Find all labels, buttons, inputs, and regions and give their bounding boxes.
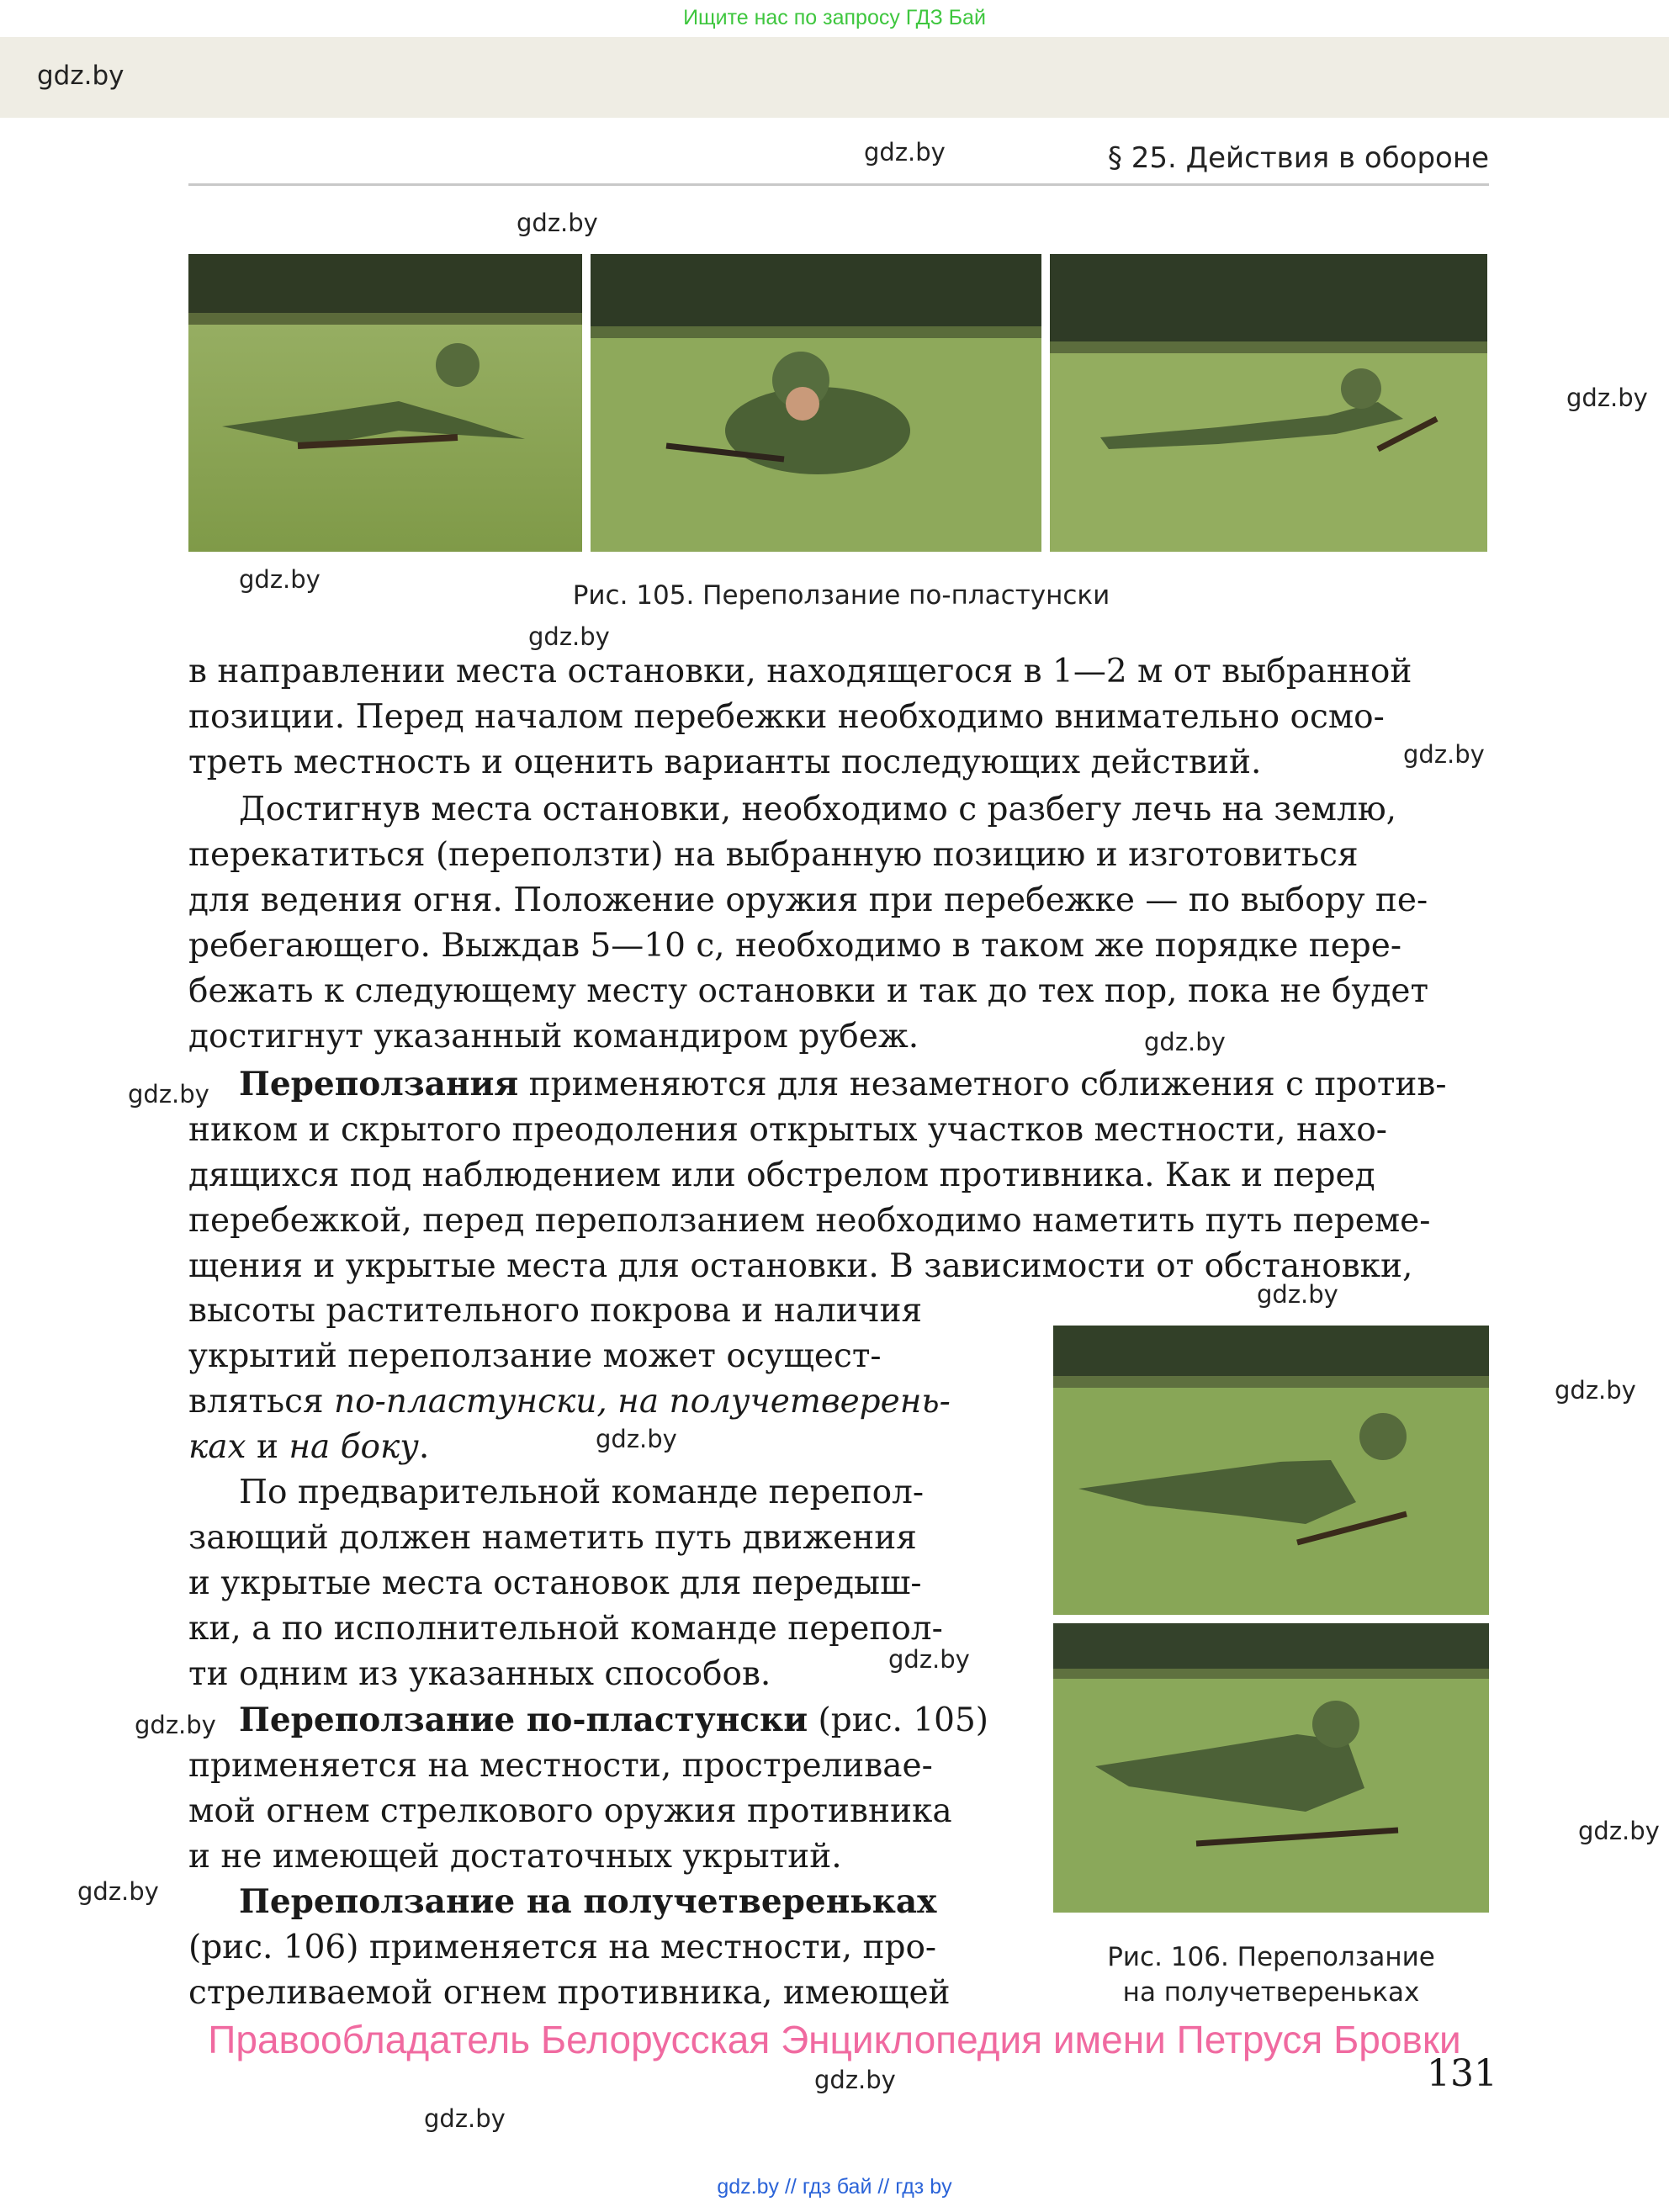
text-line: ти одним из указанных способов. — [188, 1655, 771, 1693]
fig106-caption — [1053, 1939, 1489, 2010]
fig106-photo-1 — [1053, 1326, 1489, 1615]
paragraph-3-continued — [188, 1289, 1004, 1470]
watermark: gdz.by — [1555, 1376, 1636, 1405]
term-poluchetverenkakh: Переползание на получетвереньках — [239, 1882, 937, 1921]
text-line — [188, 1697, 1004, 1744]
text-line: в направлении места остановки, находящегося в 1—2 м от выбранной — [188, 653, 1412, 691]
text-line: перекатиться (переползти) на выбранную позицию и изготовиться — [188, 836, 1359, 874]
watermark: gdz.by — [1144, 1028, 1226, 1056]
header-rule — [188, 183, 1489, 186]
text-line: перебежкой, перед переползанием необходимо наметить путь переме- — [188, 1202, 1431, 1240]
text-line: и укрытые места остановок для передыш- — [188, 1564, 922, 1602]
page-number: 131 — [1427, 2052, 1497, 2095]
text-fragment: . — [418, 1428, 430, 1466]
text-line: щения и укрытые места для остановки. В зависимости от обстановки, — [188, 1247, 1413, 1285]
watermark: gdz.by — [814, 2066, 896, 2094]
site-header-band — [0, 37, 1669, 118]
text-line: треть местность и оценить варианты последующих действий. — [188, 744, 1262, 781]
text-line: дящихся под наблюдением или обстрелом противника. Как и перед — [188, 1156, 1375, 1194]
watermark: gdz.by — [135, 1711, 216, 1739]
text-line: укрытий переползание может осущест- — [188, 1337, 882, 1375]
watermark: gdz.by — [888, 1645, 970, 1674]
fig106-photo-2 — [1053, 1623, 1489, 1913]
text-line: (рис. 106) применяется на местности, про- — [188, 1929, 937, 1966]
text-line — [188, 1425, 1004, 1470]
fig105-photo-3 — [1050, 254, 1487, 552]
watermark: gdz.by — [1257, 1280, 1338, 1309]
text-line: применяется на местности, простреливае- — [188, 1747, 933, 1785]
text-line: ребегающего. Выждав 5—10 с, необходимо в таком же порядке пере- — [188, 927, 1402, 965]
fig105-photo-1 — [188, 254, 582, 552]
paragraph-6 — [188, 1879, 1004, 2016]
text-line: и не имеющей достаточных укрытий. — [188, 1838, 842, 1876]
paragraph-5 — [188, 1697, 1004, 1880]
paragraph-4 — [188, 1470, 1004, 1697]
text-line: По предварительной команде перепол- — [239, 1474, 925, 1511]
text-line: позиции. Перед началом перебежки необходимо внимательно осмо- — [188, 698, 1385, 736]
fig106-caption-line: на получетвереньках — [1122, 1977, 1420, 2008]
text-fragment: (рис. 105) — [808, 1701, 988, 1739]
watermark: gdz.by — [1403, 740, 1485, 769]
text-line: Достигнув места остановки, необходимо с разбегу лечь на землю, — [239, 791, 1397, 828]
watermark: gdz.by — [77, 1877, 159, 1906]
text-line: ником и скрытого преодоления открытых участков местности, нахо- — [188, 1111, 1387, 1149]
watermark: gdz.by — [424, 2104, 506, 2133]
paragraph-1 — [188, 649, 1489, 786]
text-line: достигнут указанный командиром рубеж. — [188, 1018, 919, 1056]
paragraph-2 — [188, 787, 1489, 1060]
italic-term: по-пластунски, на получетверень- — [334, 1383, 951, 1421]
text-line: зающий должен наметить путь движения — [188, 1519, 917, 1557]
text-line — [188, 1061, 1489, 1108]
text-line — [188, 1379, 1004, 1425]
text-fragment: вляться — [188, 1383, 334, 1421]
paragraph-3 — [188, 1061, 1489, 1289]
text-fragment: применяются для незаметного сближения с против- — [518, 1066, 1447, 1103]
top-search-note: Ищите нас по запросу ГДЗ Бай — [683, 6, 986, 29]
watermark: gdz.by — [1566, 384, 1648, 412]
italic-term: на боку — [289, 1428, 419, 1466]
text-line: ки, а по исполнительной команде перепол- — [188, 1610, 943, 1648]
text-line: для ведения огня. Положение оружия при перебежке — по выбору пе- — [188, 881, 1428, 919]
watermark: gdz.by — [596, 1425, 677, 1453]
fig106-caption-line: Рис. 106. Переползание — [1107, 1942, 1435, 1972]
italic-term: ках — [188, 1428, 246, 1466]
running-head: § 25. Действия в обороне — [1107, 141, 1489, 175]
watermark: gdz.by — [239, 565, 321, 594]
term-plastunski: Переползание по-пластунски — [239, 1701, 808, 1739]
text-line: высоты растительного покрова и наличия — [188, 1292, 923, 1330]
text-line: бежать к следующему месту остановки и так до тех пор, пока не будет — [188, 972, 1429, 1010]
text-fragment: и — [246, 1428, 289, 1466]
fig105-photo-2 — [591, 254, 1041, 552]
watermark: gdz.by — [864, 138, 946, 167]
site-logo[interactable]: gdz.by — [37, 61, 125, 91]
bottom-site-links[interactable]: gdz.by // гдз бай // гдз by — [717, 2175, 952, 2199]
fig105-caption: Рис. 105. Переползание по-пластунски — [572, 580, 1110, 611]
watermark: gdz.by — [517, 209, 598, 237]
text-line: мой огнем стрелкового оружия противника — [188, 1792, 952, 1830]
watermark: gdz.by — [128, 1080, 209, 1109]
text-line: стреливаемой огнем противника, имеющей — [188, 1974, 951, 2012]
watermark: gdz.by — [1578, 1817, 1660, 1845]
watermark: gdz.by — [528, 622, 610, 651]
text-line — [188, 1879, 1004, 1925]
copyright-holder: Правообладатель Белорусская Энциклопедия имени Петруся Бровки — [208, 2018, 1461, 2061]
term-perepolzaniya: Переползания — [239, 1065, 519, 1103]
